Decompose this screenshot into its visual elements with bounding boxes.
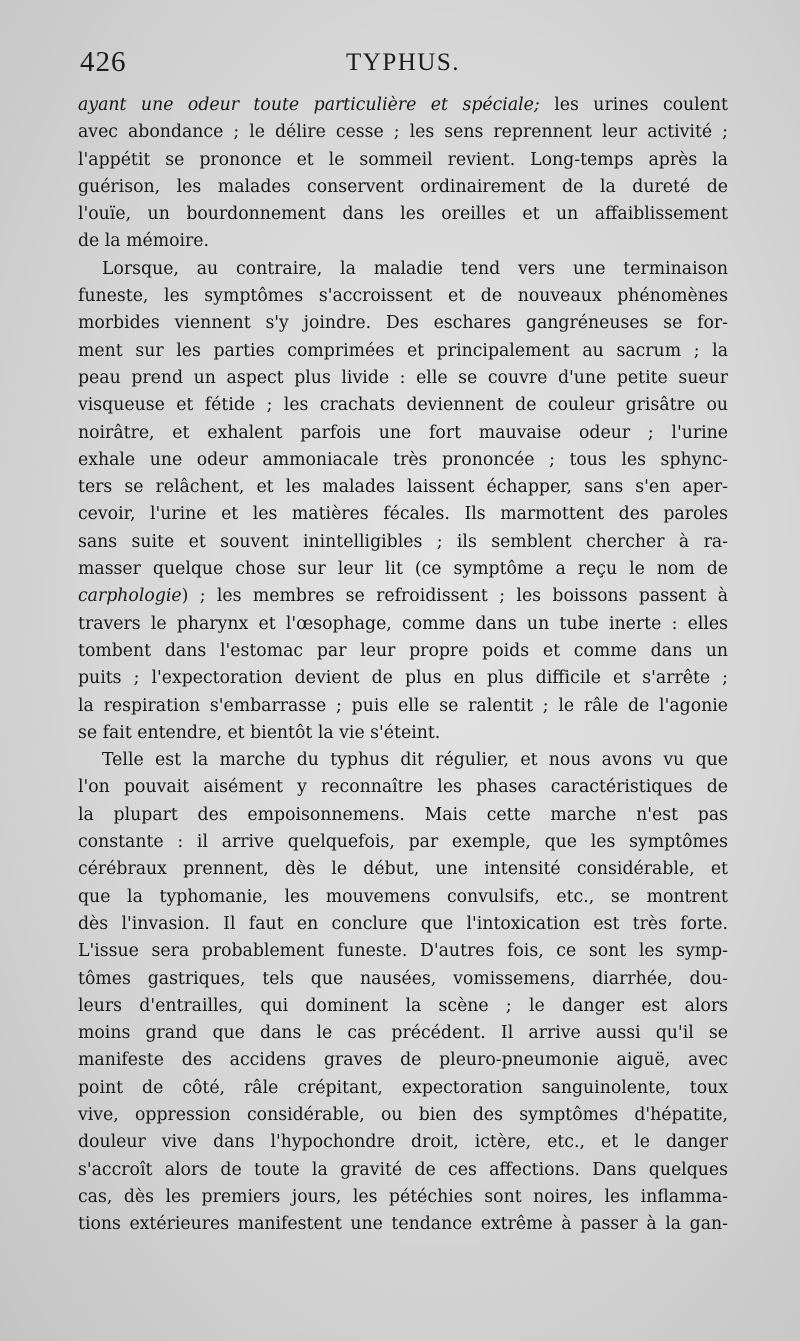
text-line <box>78 638 728 665</box>
text-run: funeste, les symptômes s'accroissent et de nouveaux phénomènes <box>78 286 728 307</box>
text-run: les urines coulent <box>539 95 728 115</box>
paragraph <box>78 256 728 747</box>
text-line <box>78 829 728 856</box>
text-run: dès l'invasion. Il faut en conclure que l'intoxication est très forte. <box>78 913 728 934</box>
text-run: Telle est la marche du typhus dit régulier, et nous avons vu que <box>102 750 728 771</box>
text-run: visqueuse et fétide ; les crachats deviennent de couleur grisâtre ou <box>78 395 728 416</box>
text-line <box>78 420 728 447</box>
text-run: l'appétit se prononce et le sommeil revient. Long-temps après la <box>78 149 728 170</box>
text-run: noirâtre, et exhalent parfois une fort mauvaise odeur ; l'urine <box>78 422 728 443</box>
text-line <box>78 119 728 146</box>
text-line <box>78 938 728 965</box>
text-line <box>78 174 728 201</box>
text-run: douleur vive dans l'hypochondre droit, ictère, etc., et le danger <box>78 1132 728 1153</box>
text-line <box>78 774 728 801</box>
text-line <box>78 1020 728 1047</box>
text-line <box>78 720 728 747</box>
text-run: se fait entendre, et bientôt la vie s'éteint. <box>78 722 441 743</box>
text-run: l'ouïe, un bourdonnement dans les oreilles et un affaiblissement <box>78 204 728 225</box>
text-line <box>78 447 728 474</box>
text-line <box>78 338 728 365</box>
text-line <box>78 92 728 119</box>
text-run: moins grand que dans le cas précédent. Il arrive aussi qu'il se <box>78 1023 728 1044</box>
text-line <box>78 1211 728 1238</box>
text-run: exhale une odeur ammoniacale très prononcée ; tous les sphync- <box>78 449 728 470</box>
text-line <box>78 583 728 610</box>
text-line <box>78 529 728 556</box>
text-line <box>78 856 728 883</box>
text-run: avec abondance ; le délire cesse ; les sens reprennent leur activité ; <box>78 122 728 143</box>
text-line <box>78 283 728 310</box>
text-line <box>78 747 728 774</box>
text-line <box>78 474 728 501</box>
text-line <box>78 1157 728 1184</box>
text-run: guérison, les malades conservent ordinairement de la dureté de <box>78 176 728 197</box>
text-run: tômes gastriques, tels que nausées, vomissemens, diarrhée, dou- <box>78 968 728 989</box>
text-run: L'issue sera probablement funeste. D'autres fois, ce sont les symp- <box>78 941 728 962</box>
text-run: peau prend un aspect plus livide : elle se couvre d'une petite sueur <box>78 367 728 388</box>
paragraph <box>78 92 728 256</box>
text-line <box>78 693 728 720</box>
text-line <box>78 802 728 829</box>
text-line <box>78 392 728 419</box>
text-line <box>78 1047 728 1074</box>
text-run: tombent dans l'estomac par leur propre poids et comme dans un <box>78 640 728 661</box>
text-line <box>78 201 728 228</box>
text-run: la respiration s'embarrasse ; puis elle se ralentit ; le râle de l'agonie <box>78 695 728 716</box>
text-run: tions extérieures manifestent une tendance extrême à passer à la gan- <box>78 1214 728 1235</box>
paragraph <box>78 747 728 1238</box>
text-run: masser quelque chose sur leur lit (ce symptôme a reçu le nom de <box>78 559 728 580</box>
text-line <box>78 147 728 174</box>
text-run: cevoir, l'urine et les matières fécales. Ils marmottent des paroles <box>78 504 728 525</box>
text-run: ters se relâchent, et les malades laissent échapper, sans s'en aper- <box>78 477 728 498</box>
text-run: travers le pharynx et l'œsophage, comme dans un tube inerte : elles <box>78 613 728 634</box>
text-run: de la mémoire. <box>78 231 210 252</box>
text-line <box>78 256 728 283</box>
text-run: manifeste des accidens graves de pleuro-pneumonie aiguë, avec <box>78 1050 728 1071</box>
text-line <box>78 1102 728 1129</box>
text-run: sans suite et souvent inintelligibles ; ils semblent chercher à ra- <box>78 531 728 552</box>
text-line <box>78 228 728 255</box>
text-line <box>78 611 728 638</box>
text-run: cas, dès les premiers jours, les pétéchies sont noires, les inflamma- <box>78 1186 728 1207</box>
text-run: s'accroît alors de toute la gravité de ces affections. Dans quelques <box>78 1159 728 1180</box>
text-line <box>78 665 728 692</box>
text-line <box>78 911 728 938</box>
page-number: 426 <box>80 46 127 78</box>
text-run: vive, oppression considérable, ou bien des symptômes d'hépatite, <box>78 1104 728 1125</box>
text-run: point de côté, râle crépitant, expectoration sanguinolente, toux <box>78 1077 728 1098</box>
text-run: que la typhomanie, les mouvemens convulsifs, etc., se montrent <box>78 886 728 907</box>
text-run: leurs d'entrailles, qui dominent la scène ; le danger est alors <box>78 995 728 1016</box>
text-run: la plupart des empoisonnemens. Mais cette marche n'est pas <box>78 804 728 825</box>
text-line <box>78 1129 728 1156</box>
text-run: puits ; l'expectoration devient de plus en plus difficile et s'arrête ; <box>78 668 728 689</box>
italic-text: ayant une odeur toute particulière et spéciale; <box>78 95 540 115</box>
text-line <box>78 310 728 337</box>
text-run: ment sur les parties comprimées et principalement au sacrum ; la <box>78 340 728 361</box>
text-run: cérébraux prennent, dès le début, une intensité considérable, et <box>78 859 728 880</box>
text-line <box>78 556 728 583</box>
text-line <box>78 501 728 528</box>
text-run: Lorsque, au contraire, la maladie tend vers une terminaison <box>102 258 728 279</box>
text-line <box>78 884 728 911</box>
text-run: constante : il arrive quelquefois, par exemple, que les symptômes <box>78 832 728 853</box>
italic-text: carphologie <box>78 586 182 607</box>
text-line <box>78 1184 728 1211</box>
running-head: TYPHUS. <box>346 49 460 76</box>
text-run: ) ; les membres se refroidissent ; les boissons passent à <box>181 586 728 607</box>
text-line <box>78 1075 728 1102</box>
text-run: l'on pouvait aisément y reconnaître les phases caractéristiques de <box>78 777 728 798</box>
page-header <box>78 46 728 86</box>
text-line <box>78 365 728 392</box>
text-line <box>78 966 728 993</box>
text-run: morbides viennent s'y joindre. Des eschares gangréneuses se for- <box>78 313 728 334</box>
text-line <box>78 993 728 1020</box>
body-text <box>78 92 728 1238</box>
